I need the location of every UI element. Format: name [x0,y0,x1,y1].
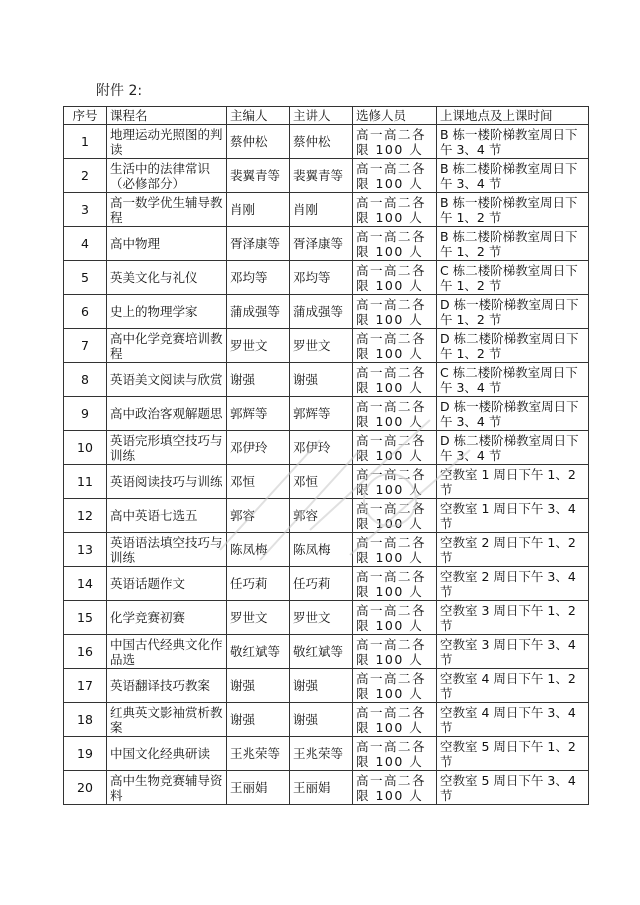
cell-lecturer: 罗世文 [290,329,353,363]
cell-place-time: B 栋一楼阶梯教室周日下午 3、4 节 [437,125,589,159]
cell-course-name: 英语话题作文 [107,567,227,601]
cell-target-students: 高一高二各限 100 人 [353,601,437,635]
cell-editor: 王丽娟 [227,771,290,805]
cell-course-name: 英语阅读技巧与训练 [107,465,227,499]
cell-editor: 谢强 [227,669,290,703]
cell-course-name: 英语翻译技巧教案 [107,669,227,703]
cell-target-students: 高一高二各限 100 人 [353,261,437,295]
cell-course-name: 英美文化与礼仪 [107,261,227,295]
cell-course-name: 地理运动光照图的判读 [107,125,227,159]
cell-target-students: 高一高二各限 100 人 [353,771,437,805]
table-row [64,635,589,669]
cell-editor: 邓均等 [227,261,290,295]
cell-number: 5 [64,261,107,295]
cell-number: 15 [64,601,107,635]
cell-place-time: C 栋二楼阶梯教室周日下午 1、2 节 [437,261,589,295]
cell-place-time: 空教室 3 周日下午 3、4 节 [437,635,589,669]
cell-number: 10 [64,431,107,465]
cell-number: 7 [64,329,107,363]
cell-course-name: 高中生物竞赛辅导资料 [107,771,227,805]
cell-target-students: 高一高二各限 100 人 [353,499,437,533]
cell-course-name: 高中政治客观解题思 [107,397,227,431]
cell-editor: 王兆荣等 [227,737,290,771]
cell-target-students: 高一高二各限 100 人 [353,125,437,159]
cell-editor: 肖刚 [227,193,290,227]
table-row [64,193,589,227]
cell-place-time: D 栋二楼阶梯教室周日下午 3、4 节 [437,431,589,465]
cell-target-students: 高一高二各限 100 人 [353,669,437,703]
cell-lecturer: 肖刚 [290,193,353,227]
header-editor: 主编人 [227,107,290,125]
cell-place-time: D 栋二楼阶梯教室周日下午 1、2 节 [437,329,589,363]
cell-editor: 邓恒 [227,465,290,499]
cell-course-name: 英语完形填空技巧与训练 [107,431,227,465]
cell-place-time: D 栋一楼阶梯教室周日下午 3、4 节 [437,397,589,431]
cell-editor: 裴翼青等 [227,159,290,193]
cell-course-name: 高中化学竞赛培训教程 [107,329,227,363]
cell-lecturer: 裴翼青等 [290,159,353,193]
cell-number: 19 [64,737,107,771]
cell-course-name: 史上的物理学家 [107,295,227,329]
cell-lecturer: 罗世文 [290,601,353,635]
table-row [64,499,589,533]
cell-target-students: 高一高二各限 100 人 [353,193,437,227]
table-row [64,771,589,805]
cell-number: 13 [64,533,107,567]
table-row [64,227,589,261]
cell-editor: 罗世文 [227,601,290,635]
header-number: 序号 [64,107,107,125]
attachment-label: 附件 2: [96,83,143,99]
cell-target-students: 高一高二各限 100 人 [353,533,437,567]
cell-course-name: 高一数学优生辅导教程 [107,193,227,227]
cell-number: 2 [64,159,107,193]
cell-place-time: 空教室 5 周日下午 1、2 节 [437,737,589,771]
cell-number: 3 [64,193,107,227]
cell-number: 16 [64,635,107,669]
cell-lecturer: 谢强 [290,669,353,703]
cell-lecturer: 蒲成强等 [290,295,353,329]
cell-place-time: 空教室 4 周日下午 1、2 节 [437,669,589,703]
cell-lecturer: 谢强 [290,703,353,737]
table-row [64,533,589,567]
header-target-students: 选修人员 [353,107,437,125]
cell-editor: 郭容 [227,499,290,533]
cell-lecturer: 谢强 [290,363,353,397]
cell-target-students: 高一高二各限 100 人 [353,159,437,193]
cell-editor: 蒲成强等 [227,295,290,329]
cell-lecturer: 敬红斌等 [290,635,353,669]
cell-course-name: 英语美文阅读与欣赏 [107,363,227,397]
cell-target-students: 高一高二各限 100 人 [353,567,437,601]
cell-editor: 邓伊玲 [227,431,290,465]
table-row [64,261,589,295]
cell-place-time: 空教室 4 周日下午 3、4 节 [437,703,589,737]
cell-editor: 任巧莉 [227,567,290,601]
cell-course-name: 红典英文影袖赏析教案 [107,703,227,737]
table-row [64,737,589,771]
cell-lecturer: 蔡仲松 [290,125,353,159]
cell-lecturer: 胥泽康等 [290,227,353,261]
table-row [64,125,589,159]
cell-place-time: 空教室 2 周日下午 1、2 节 [437,533,589,567]
cell-lecturer: 王兆荣等 [290,737,353,771]
cell-number: 20 [64,771,107,805]
cell-editor: 胥泽康等 [227,227,290,261]
table-header-row [64,107,589,125]
cell-editor: 敬红斌等 [227,635,290,669]
cell-place-time: C 栋二楼阶梯教室周日下午 3、4 节 [437,363,589,397]
cell-course-name: 中国古代经典文化作品选 [107,635,227,669]
cell-place-time: 空教室 2 周日下午 3、4 节 [437,567,589,601]
cell-target-students: 高一高二各限 100 人 [353,703,437,737]
cell-place-time: B 栋一楼阶梯教室周日下午 1、2 节 [437,193,589,227]
cell-target-students: 高一高二各限 100 人 [353,295,437,329]
cell-course-name: 化学竞赛初赛 [107,601,227,635]
table-row [64,669,589,703]
table-row [64,397,589,431]
cell-target-students: 高一高二各限 100 人 [353,431,437,465]
cell-course-name: 高中物理 [107,227,227,261]
cell-target-students: 高一高二各限 100 人 [353,363,437,397]
cell-number: 17 [64,669,107,703]
cell-place-time: 空教室 1 周日下午 3、4 节 [437,499,589,533]
cell-number: 18 [64,703,107,737]
cell-place-time: D 栋一楼阶梯教室周日下午 1、2 节 [437,295,589,329]
cell-number: 12 [64,499,107,533]
cell-place-time: 空教室 5 周日下午 3、4 节 [437,771,589,805]
table-row [64,159,589,193]
course-table-body [64,125,589,805]
cell-number: 1 [64,125,107,159]
cell-lecturer: 郭辉等 [290,397,353,431]
cell-target-students: 高一高二各限 100 人 [353,465,437,499]
cell-editor: 罗世文 [227,329,290,363]
header-lecturer: 主讲人 [290,107,353,125]
cell-target-students: 高一高二各限 100 人 [353,227,437,261]
table-row [64,465,589,499]
cell-lecturer: 陈凤梅 [290,533,353,567]
cell-place-time: B 栋二楼阶梯教室周日下午 3、4 节 [437,159,589,193]
cell-editor: 郭辉等 [227,397,290,431]
cell-lecturer: 郭容 [290,499,353,533]
table-row [64,567,589,601]
table-row [64,363,589,397]
cell-lecturer: 邓伊玲 [290,431,353,465]
cell-editor: 谢强 [227,363,290,397]
cell-number: 8 [64,363,107,397]
cell-target-students: 高一高二各限 100 人 [353,397,437,431]
table-row [64,703,589,737]
table-row [64,601,589,635]
header-place-time: 上课地点及上课时间 [437,107,589,125]
cell-lecturer: 邓恒 [290,465,353,499]
cell-target-students: 高一高二各限 100 人 [353,329,437,363]
cell-number: 14 [64,567,107,601]
cell-course-name: 高中英语七选五 [107,499,227,533]
cell-course-name: 生活中的法律常识（必修部分） [107,159,227,193]
header-course-name: 课程名 [107,107,227,125]
cell-place-time: 空教室 1 周日下午 1、2 节 [437,465,589,499]
cell-place-time: B 栋二楼阶梯教室周日下午 1、2 节 [437,227,589,261]
cell-place-time: 空教室 3 周日下午 1、2 节 [437,601,589,635]
cell-course-name: 英语语法填空技巧与训练 [107,533,227,567]
cell-number: 11 [64,465,107,499]
cell-number: 9 [64,397,107,431]
cell-editor: 蔡仲松 [227,125,290,159]
table-row [64,431,589,465]
table-row [64,329,589,363]
cell-number: 4 [64,227,107,261]
cell-editor: 谢强 [227,703,290,737]
course-table [63,106,589,805]
cell-editor: 陈凤梅 [227,533,290,567]
cell-target-students: 高一高二各限 100 人 [353,737,437,771]
table-row [64,295,589,329]
cell-target-students: 高一高二各限 100 人 [353,635,437,669]
cell-lecturer: 任巧莉 [290,567,353,601]
cell-course-name: 中国文化经典研读 [107,737,227,771]
cell-lecturer: 王丽娟 [290,771,353,805]
cell-lecturer: 邓均等 [290,261,353,295]
cell-number: 6 [64,295,107,329]
